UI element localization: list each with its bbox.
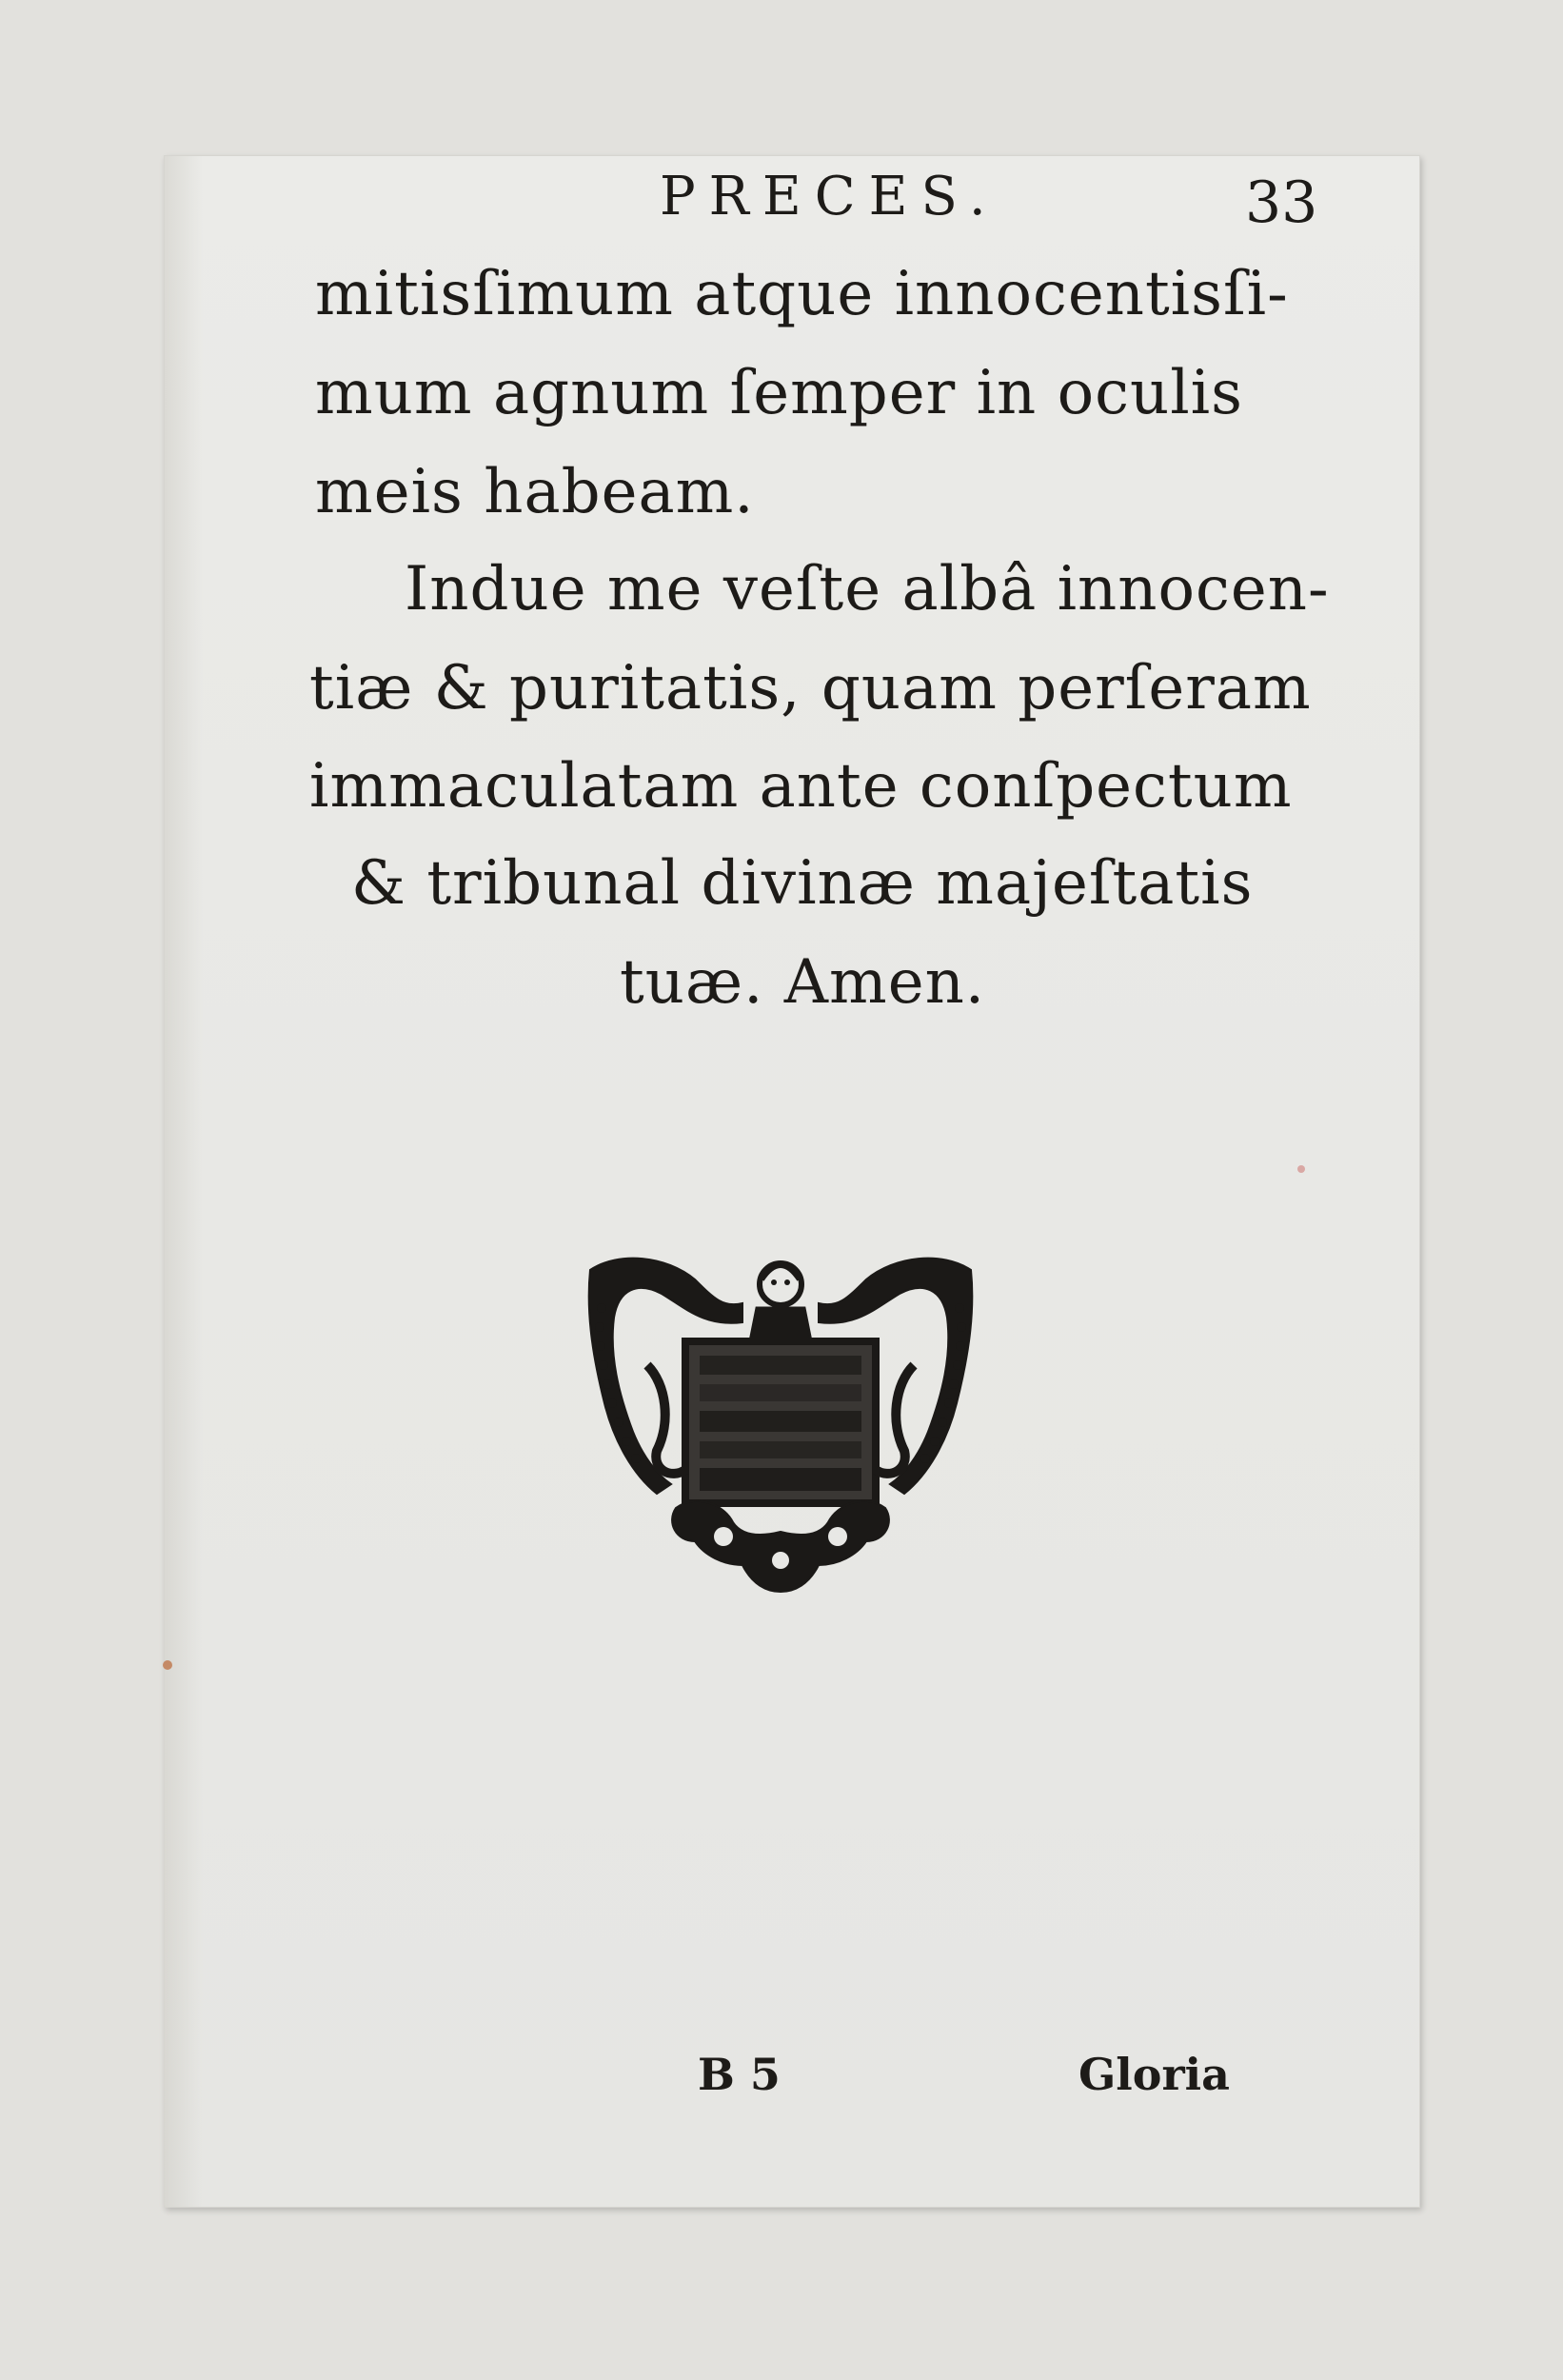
text-line: meis habeam.	[315, 457, 755, 527]
text-line: & tribunal divinæ majeſtatis	[351, 848, 1254, 919]
paper-stain	[163, 1660, 172, 1670]
printers-ornament-icon	[581, 1251, 980, 1594]
catchword: Gloria	[1078, 2049, 1230, 2100]
text-line: Indue me veſte albâ innocen-	[405, 554, 1330, 625]
page-number: 33	[1245, 169, 1318, 236]
text-line: tuæ. Amen.	[620, 947, 986, 1018]
text-line: tiæ & puritatis, quam perſeram	[309, 653, 1312, 724]
text-line: mitisſimum atque innocentisſi-	[315, 259, 1289, 329]
text-line: mum agnum ſemper in oculis	[315, 358, 1243, 428]
paper-stain	[1297, 1165, 1305, 1173]
book-page	[164, 155, 1420, 2208]
signature-mark: B 5	[698, 2049, 781, 2100]
running-header: PRECES.	[660, 166, 999, 228]
text-line: immaculatam ante conſpectum	[309, 751, 1293, 822]
